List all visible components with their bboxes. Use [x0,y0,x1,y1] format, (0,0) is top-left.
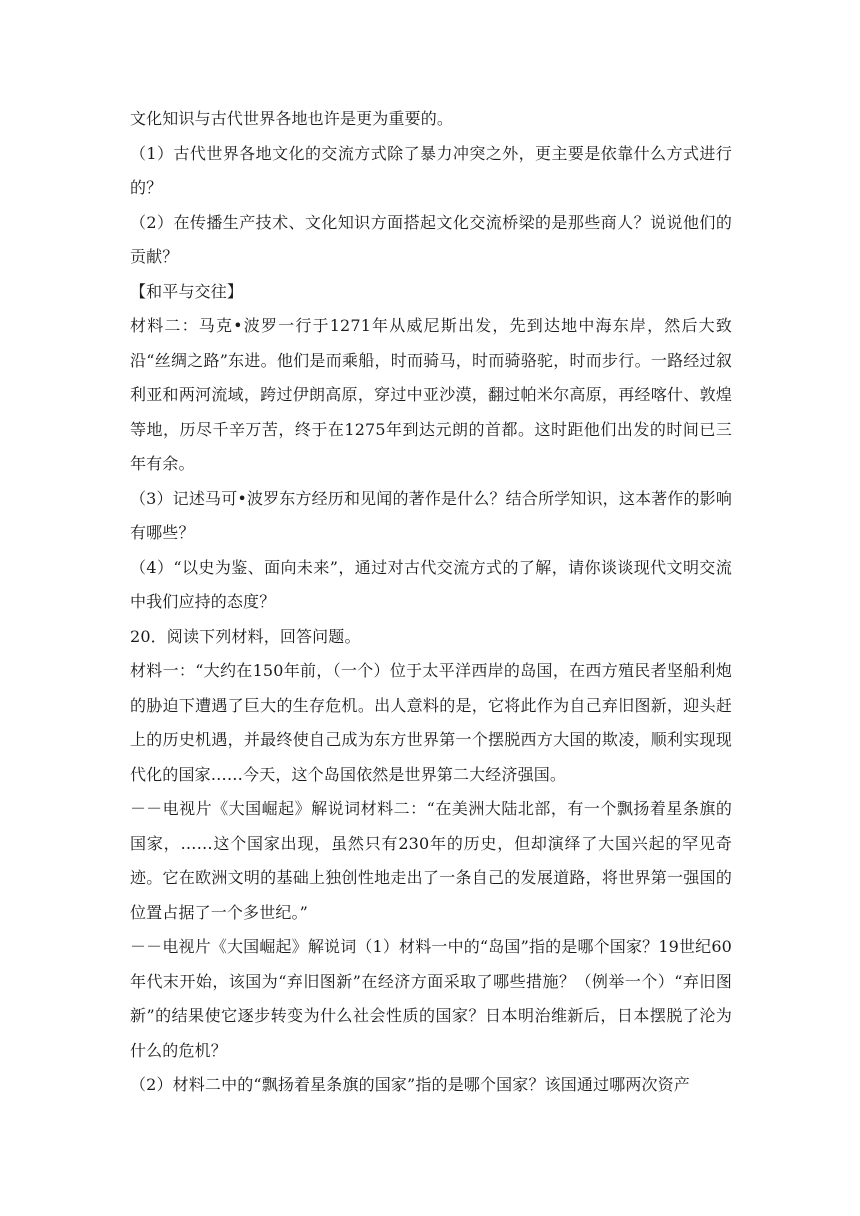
q20-sub-question-1: －－电视片《大国崛起》解说词（1）材料一中的“岛国”指的是哪个国家？19世纪60年代末开始，该国为“弃旧图新”在经济方面采取了哪些措施？（例举一个）“弃旧图新”的结果使它逐步转变为什么社会性质的国家？日本明治维新后，日本摆脱了沦为什么的危机？ [130,937,732,1060]
material-2-paragraph: 材料二：马克•波罗一行于1271年从威尼斯出发，先到达地中海东岸，然后大致沿“丝绸之路”东进。他们是而乘船，时而骑马，时而骑骆驼，时而步行。一路经过叙利亚和两河流域，跨过伊朗高原，穿过中亚沙漠，翻过帕米尔高原，再经喀什、敦煌等地，历尽千辛万苦，终于在1275年到达元朗的首都。这时距他们出发的时间已三年有余。 [130,316,732,473]
section-heading-peace-and-exchange: 【和平与交往】 [130,281,244,301]
question-1: （1）古代世界各地文化的交流方式除了暴力冲突之外，更主要是依靠什么方式进行的？ [130,143,732,197]
document-body [130,102,732,1103]
paragraph-intro-continuation: 文化知识与古代世界各地也许是更为重要的。 [130,109,454,128]
q20-material-1: 材料一：“大约在150年前，（一个）位于太平洋西岸的岛国，在西方殖民者坚船利炮的胁迫下遭遇了巨大的生存危机。出人意料的是，它将此作为自己弃旧图新，迎头赶上的历史机遇，并最终使自己成为东方世界第一个摆脱西方大国的欺凌，顺利实现现代化的国家……今天，这个岛国依然是世界第二大经济强国。 [130,661,732,784]
question-4: （4）“以史为鉴、面向未来”，通过对古代交流方式的了解，请你谈谈现代文明交流中我们应持的态度？ [130,557,732,611]
question-3: （3）记述马可•波罗东方经历和见闻的著作是什么？结合所学知识，这本著作的影响有哪些？ [130,488,732,542]
question-20-prompt: 20．阅读下列材料，回答问题。 [130,626,361,646]
question-2: （2）在传播生产技术、文化知识方面搭起文化交流桥梁的是那些商人？说说他们的贡献？ [130,212,732,266]
q20-sub-question-2: （2）材料二中的“飘扬着星条旗的国家”指的是哪个国家？该国通过哪两次资产 [130,1075,690,1094]
q20-material-2: －－电视片《大国崛起》解说词材料二：“在美洲大陆北部，有一个飘扬着星条旗的国家，……这个国家出现，虽然只有230年的历史，但却演绎了大国兴起的罕见奇迹。它在欧洲文明的基础上独创性地走出了一条自己的发展道路，将世界第一强国的位置占据了一个多世纪。” [130,799,732,922]
